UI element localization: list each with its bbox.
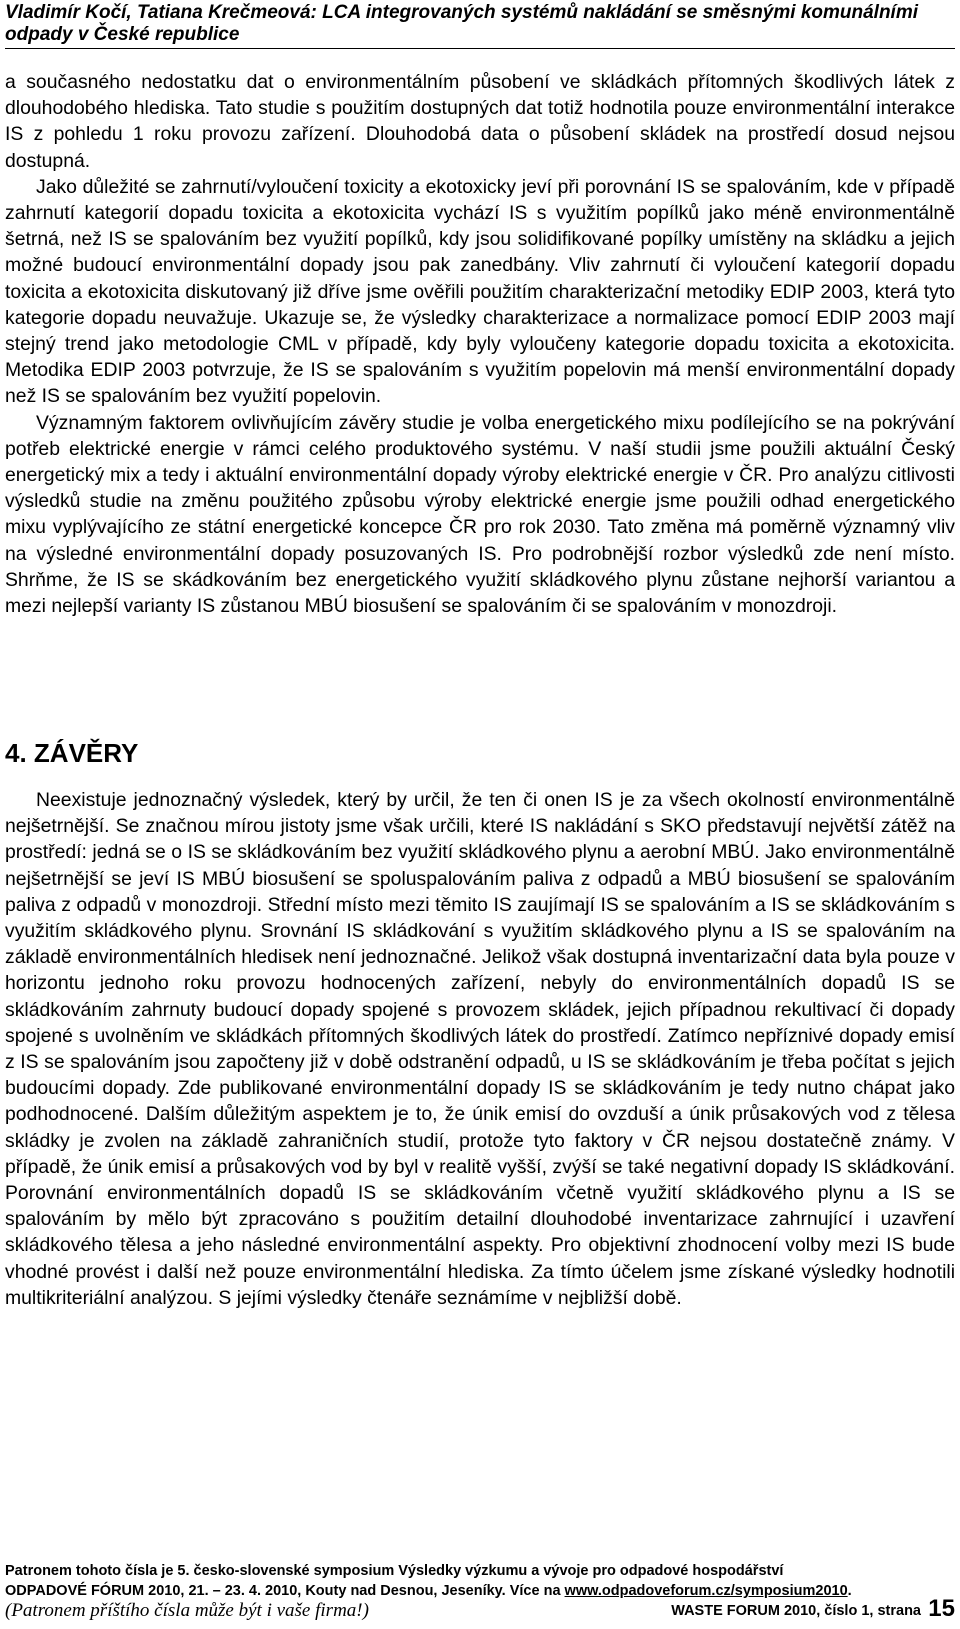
footer-patron-line: Patronem tohoto čísla je 5. česko-slovenské symposium Výsledky výzkumu a vývoje pro odpadové hospodářství bbox=[5, 1563, 784, 1579]
paragraph-3: Významným faktorem ovlivňujícím závěry studie je volba energetického mixu podílejícího se na pokrývání potřeb elektrické energie v rámci celého produktového systému. V naší studii jsme použili aktuální Český energetický mix a tedy i aktuální environmentální dopady výroby elektrické energie v ČR. Pro analýzu citlivosti výsledků studie na změnu použitého způsobu výroby elektrické energie jsme použili odhad energetického mixu vyplývajícího ze státní energetické koncepce ČR pro rok 2030. Tato změna má poměrně významný vliv na výsledné environmentální dopady posuzovaných IS. Pro podrobnější rozbor výsledků zde není místo. Shrňme, že IS se skádkováním bez energetického využití skládkového plynu zůstane nejhorší variantou a mezi nejlepší varianty IS zůstanou MBÚ biosušení se spalováním či se spalováním v monozdroji. bbox=[5, 411, 955, 618]
footer-symposium-link[interactable]: www.odpadoveforum.cz/symposium2010 bbox=[564, 1583, 848, 1599]
conclusion-paragraph: Neexistuje jednoznačný výsledek, který by určil, že ten či onen IS je za všech okolností environmentálně nejšetrnější. Se značnou mírou jistoty jsme však určili, které IS nakládání s SKO představují největší zátěž na prostředí: jedná se o IS se skládkováním bez využití skládkového plynu a aerobní MBÚ. Jako environmentálně nejšetrnější se jeví IS MBÚ biosušení se spoluspalováním paliva z odpadů a MBÚ biosušení se spalováním paliva z odpadů v monozdroji. Střední místo mezi těmito IS zaujímají IS se spalováním a IS se skládkováním s využitím skládkového plynu. Srovnání IS skládkování s využitím skládkového plynu a IS se spalováním na základě environmentálních hledisek není jednoznačné. Jelikož však dostupná inventarizační data byla pouze v horizontu jednoho roku provozu hodnocených zařízení, nebyly do environmentálních dopadů IS se skládkováním zahrnuty budoucí dopady spojené s provozem skládek, jejich případnou rekultivací či dopady spojené s uvolněním ve skládkách přítomných škodlivých látek do prostředí. Zatímco nepříznivé dopady emisí z IS se spalováním jsou započteny již v době odstranění odpadů, u IS se skládkováním je třeba počítat s jejich budoucími dopady. Zde publikované environmentální dopady IS se skládkováním je tedy nutno chápat jako podhodnocené. Dalším důležitým aspektem je to, že únik emisí do ovzduší a únik průsakových vod z tělesa skládky je zvolen na základě zahraničních studií, protože tyto faktory v ČR nejsou dostatečně známy. V případě, že únik emisí a průsakových vod by byl v realitě vyšší, zvýší se také negativní dopady IS skládkování. Porovnání environmentálních dopadů IS se skládkováním včetně využití skládkového plynu a IS se spalováním by mělo být zpracováno s použitím detailní dlouhodobé inventarizace zahrnující i uzavření skládkového tělesa a jeho následné environmentální aspekty. Pro objektivní zhodnocení volby mezi IS bude vhodné provést i další než pouze environmentální hlediska. Za tímto účelem jsme získané výsledky hodnotili multikriteriální analýzou. S jejími výsledky čtenáře seznámíme v nejbližší době. bbox=[5, 789, 955, 1309]
footer bbox=[5, 1561, 955, 1601]
paragraph-1: a současného nedostatku dat o environmentálním působení ve skládkách přítomných škodlivých látek z dlouhodobého hlediska. Tato studie s použitím dostupných dat totiž hodnotila pouze environmentální interakce IS z pohledu 1 roku provozu zařízení. Dlouhodobá data o působení skládek na prostředí dosud nejsou dostupná. bbox=[5, 71, 955, 172]
section-heading: 4. ZÁVĚRY bbox=[5, 738, 139, 768]
footer-event-suffix: . bbox=[847, 1583, 852, 1599]
footer-invite: (Patronem příštího čísla může být i vaše firma!) bbox=[5, 1600, 369, 1621]
page-number: 15 bbox=[928, 1595, 955, 1622]
conclusion-text bbox=[5, 787, 955, 1311]
footer-event-line bbox=[5, 1581, 955, 1601]
footer-bottom bbox=[5, 1595, 955, 1629]
running-header: Vladimír Kočí, Tatiana Krečmeová: LCA integrovaných systémů nakládání se směsnými komunálními odpady v České republice bbox=[5, 2, 919, 45]
footer-event-text: ODPADOVÉ FÓRUM 2010, 21. – 23. 4. 2010, Kouty nad Desnou, Jeseníky. Více na bbox=[5, 1583, 565, 1599]
footer-journal: WASTE FORUM 2010, číslo 1, strana bbox=[671, 1603, 921, 1619]
body-text bbox=[5, 69, 955, 619]
header-rule bbox=[5, 48, 955, 49]
paragraph-2: Jako důležité se zahrnutí/vyloučení toxicity a ekotoxicky jeví při porovnání IS se spalováním, kde v případě zahrnutí kategorií dopadu toxicita a ekotoxicita vychází IS s využitím popílků jako méně environmentálně šetrná, než IS se spalováním bez využití popílků, kdy jsou solidifikované popílky umístěny na skládku a jejich možné budoucí environmentální dopady jsou pak zanedbány. Vliv zahrnutí či vyloučení kategorií dopadu toxicita a ekotoxicita diskutovaný již dříve jsme ověřili použitím charakterizační metodiky EDIP 2003, která tyto kategorie dopadu neuvažuje. Ukazuje se, že výsledky charakterizace a normalizace pomocí EDIP 2003 mají stejný trend jako metodologie CML v případě, kdy byly vyloučeny kategorie dopadu toxicita a ekotoxicita. Metodika EDIP 2003 potvrzuje, že IS se spalováním s využitím popelovin má menší environmentální dopady než IS se spalováním bez využití popelovin. bbox=[5, 175, 955, 408]
